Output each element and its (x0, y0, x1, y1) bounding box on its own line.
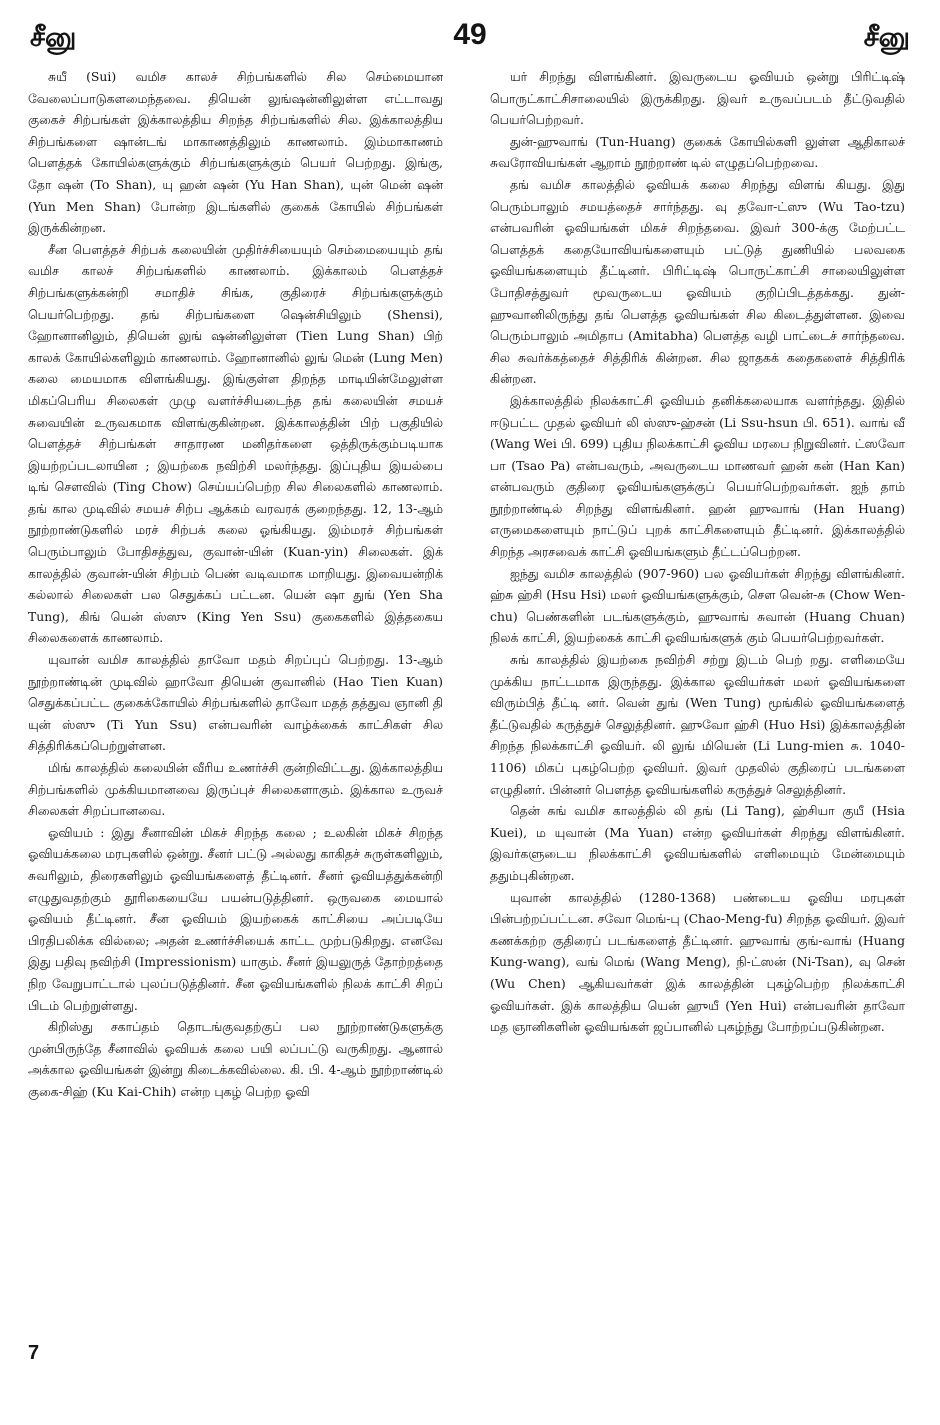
paragraph: யுவான் காலத்தில் (1280-1368) பண்டைய ஓவிய மரபுகள் பின்பற்றப்பட்டன. சவோ மெங்-பு (Chao-Meng-fu) சிறந்த ஓவியர். இவர் கணக்கற்ற குதிரைப் படங்களைத் தீட்டினர். ஹுவாங் குங்-வாங் (Huang Kung-wang), வங் மெங் (Wang Meng), நி-ட்ஸன் (Ni-Tsan), வு சென் (Wu Chen) ஆகியவர்கள் இக் காலத்தின் புகழ்பெற்ற நிலக்காட்சி ஓவியர்கள். இக் காலத்திய யென் ஹுயீ (Yen Hui) என்பவரின் தாவோ மத ஞானிகளின் ஓவியங்கள் ஜப்பானில் புகழ்ந்து போற்றப்படுகின்றன. (490, 889, 905, 1035)
page-number: 49 (453, 18, 487, 51)
left-column (28, 66, 443, 1326)
paragraph: யுவான் வமிச காலத்தில் தாவோ மதம் சிறப்புப் பெற்றது. 13-ஆம் நூற்றாண்டின் முடிவில் ஹாவோ தியென் குவானில் (Hao Tien Kuan) செதுக்கப்பட்ட குகைக்கோயில் சிற்பங்களில் தாவோ மதத் தத்துவ ஞானி தி யுன் ஸ்ஸு (Ti Yun Ssu) என்பவரின் வாழ்க்கைக் காட்சிகள் சில சித்திரிக்கப்பெற்றுள்ளன. (28, 652, 443, 754)
right-column (490, 66, 905, 1326)
paragraph: மிங் காலத்தில் கலையின் வீரிய உணர்ச்சி குன்றிவிட்டது. இக்காலத்திய சிற்பங்களில் முக்கியமானவை இருப்புச் சிலைகளாகும். இக்கால உருவச் சிலைகள் சிறப்பானவை. (28, 760, 443, 819)
paragraph: கிறிஸ்து சகாப்தம் தொடங்குவதற்குப் பல நூற்றாண்டுகளுக்கு முன்பிருந்தே சீனாவில் ஓவியக் கலை பயி லப்பட்டு வருகிறது. ஆனால் அக்கால ஓவியங்கள் இன்று கிடைக்கவில்லை. கி. பி. 4-ஆம் நூற்றாண்டில் குகை-சிஹ் (Ku Kai-Chih) என்ற புகழ் பெற்ற ஓவி (28, 1019, 443, 1099)
signature-mark: 7 (28, 1342, 40, 1364)
paragraph: சுயீ (Sui) வமிச காலச் சிற்பங்களில் சில செம்மையான வேலைப்பாடுகளமைந்தவை. தியென் லுங்ஷன்னிலுள்ள எட்டாவது குகைச் சிற்பங்கள் இக்காலத்திய சிறந்த சிற்பங்களில் சில. இக்காலத்திய சிற்பங்களை ஷான்டங் மாகாணத்திலும் காணலாம். இம்மாகாணம் பௌத்தக் கோயில்களுக்கும் சிற்பங்களுக்கும் பெயர் பெற்றது. இங்கு, தோ ஷன் (To Shan), யு ஹன் ஷன் (Yu Han Shan), யுன் மென் ஷன் (Yun Men Shan) போன்ற இடங்களில் குகைக் கோயில் சிற்பங்கள் இருக்கின்றன. (28, 69, 443, 236)
paragraph: இக்காலத்தில் நிலக்காட்சி ஓவியம் தனிக்கலையாக வளர்ந்தது. இதில் ஈடுபட்ட முதல் ஓவியர் லி ஸ்ஸு-ஹ்சன் (Li Ssu-hsun பி. 651). வாங் வீ (Wang Wei பி. 699) புதிய நிலக்காட்சி ஓவிய மரபை நிறுவினர். ட்ஸவோ பா (Tsao Pa) என்பவரும், அவருடைய மாணவர் ஹன் கன் (Han Kan) என்பவரும் குதிரை ஓவியங்களுக்குப் பெயர்பெற்றவர்கள். ஐந் தாம் நூற்றாண்டில் சிறந்து விளங்கினர். ஹன் ஹுவாங் (Han Huang) எருமைகளையும் நாட்டுப் புறக் காட்சிகளையும் தீட்டினர். இக்காலத்தில் சிறந்த அரசவைக் காட்சி ஓவியங்களும் தீட்டப்பெற்றன. (490, 392, 905, 560)
paragraph: சீன பௌத்தச் சிற்பக் கலையின் முதிர்ச்சியையும் செம்மையையும் தங் வமிச காலச் சிற்பங்களில் காணலாம். இக்காலம் பௌத்தச் சிற்பங்களுக்கன்றி சமாதிச் சிங்க, குதிரைச் சிற்பங்களுக்கும் பெயர்பெற்றது. தங் சிற்பங்களை ஷென்சியிலும் (Shensi), ஹோனானிலும், தியென் லுங் ஷன்னிலுள்ள (Tien Lung Shan) பிற் காலக் கோயில்களிலும் காணலாம். ஹோனானில் லுங் மென் (Lung Men) கலை மையமாக விளங்கியது. இங்குள்ள திறந்த மாடியின்மேலுள்ள மிகப்பெரிய சிலைகள் முழு வளர்ச்சியடைந்த தங் கலையின் சமயச் சுவையின் உருவகமாக விளங்குகின்றன. இக்காலத்தின் பிற் பகுதியில் பௌத்தச் சிற்பங்கள் சாதாரண மனிதர்களை ஒத்திருக்கும்படியாக இயற்றப்படலாயின ; இயற்கை நவிற்சி மலர்ந்தது. இப்புதிய இயல்பை டிங் சௌவில் (Ting Chow) செய்யப்பெற்ற சில சிலைகளில் காணலாம். தங் கால முடிவில் சமயச் சிற்ப ஆக்கம் வரவரக் குறைந்தது. 12, 13-ஆம் நூற்றாண்டுகளில் மரச் சிற்பக் கலை ஓங்கியது. இம்மரச் சிற்பங்கள் பெரும்பாலும் போதிசத்துவ, குவான்-யின் (Kuan-yin) சிலைகள். இக் காலத்தில் குவான்-யின் சிற்பம் பெண் வடிவமாக மாறியது. இவையன்றிக் கல்லால் சிலைகள் பல செதுக்கப் பட்டன. யென் ஷா துங் (Yen Sha Tung), கிங் யென் ஸ்ஸு (King Yen Ssu) குகைகளில் இத்தகைய சிலைகளைக் காணலாம். (28, 241, 443, 646)
paragraph: துன்-ஹுவாங் (Tun-Huang) குகைக் கோயில்களி லுள்ள ஆதிகாலச் சுவரோவியங்கள் ஆறாம் நூற்றாண் டில் எழுதப்பெற்றவை. (490, 133, 905, 171)
paragraph: ஐந்து வமிச காலத்தில் (907-960) பல ஓவியர்கள் சிறந்து விளங்கினர். ஹ்சு ஹ்சி (Hsu Hsi) மலர் ஓவியங்களுக்கும், சௌ வென்-சு (Chow Wen-chu) பெண்களின் படங்களுக்கும், ஹுவாங் சுவான் (Huang Chuan) நிலக் காட்சி, இயற்கைக் காட்சி ஓவியங்களுக் கும் பெயர்பெற்றவர்கள். (490, 565, 905, 646)
running-head-left: சீனு (30, 22, 77, 53)
paragraph: யர் சிறந்து விளங்கினர். இவருடைய ஓவியம் ஒன்று பிரிட்டிஷ் பொருட்காட்சிசாலையில் இருக்கிறது. இவர் உருவப்படம் தீட்டுவதில் பெயர்பெற்றவர். (490, 69, 905, 128)
paragraph: தங் வமிச காலத்தில் ஓவியக் கலை சிறந்து விளங் கியது. இது பெரும்பாலும் சமயத்தைச் சார்ந்தது. வு தவோ-ட்ஸு (Wu Tao-tzu) என்பவரின் ஓவியங்கள் மிகச் சிறந்தவை. இவர் 300-க்கு மேற்பட்ட பௌத்தக் கதையோவியங்களையும் பட்டுத் துணியில் பலவகை ஓவியங்களையும் தீட்டினர். பிரிட்டிஷ் பொருட்காட்சி சாலையிலுள்ள போதிசத்துவர் மூவருடைய ஓவியம் குறிப்பிடத்தக்கது. துன்-ஹுவானிலிருந்து தங் பௌத்த ஓவியங்கள் சில கிடைத்துள்ளன. இவை பெரும்பாலும் அமிதாப (Amitabha) பௌத்த வழி பாட்டைச் சார்ந்தவை. சில சுவர்க்கத்தைச் சித்திரிக் கின்றன. சில ஜாதகக் கதைகளைச் சித்திரிக் கின்றன. (490, 176, 905, 387)
paragraph: சுங் காலத்தில் இயற்கை நவிற்சி சற்று இடம் பெற் றது. எளிமையே முக்கிய நாட்டமாக இருந்தது. இக்கால ஓவியர்கள் மலர் ஓவியங்களை விரும்பித் தீட்டி னர். வென் துங் (Wen Tung) மூங்கில் ஓவியங்களைத் தீட்டுவதில் கருத்துச் செலுத்தினர். ஹுவோ ஹ்சி (Huo Hsi) இக்காலத்தின் சிறந்த நிலக்காட்சி ஓவியர். லி லுங் மியென் (Li Lung-mien சு. 1040-1106) மிகப் புகழ்பெற்ற ஓவியர். இவர் முதலில் குதிரைப் படங்களை எழுதினர். பின்னர் பௌத்த ஓவியங்களில் கருத்துச் செலுத்தினர். (490, 652, 905, 797)
running-head-right: சீனு (863, 22, 910, 53)
paragraph: தென் சுங் வமிச காலத்தில் லி தங் (Li Tang), ஹ்சியா குயீ (Hsia Kuei), ம யுவான் (Ma Yuan) என்ற ஓவியர்கள் சிறந்து விளங்கினர். இவர்களுடைய நிலக்காட்சி ஓவியங்களில் எளிமையும் மேன்மையும் ததும்புகின்றன. (490, 803, 905, 883)
paragraph: ஓவியம் : இது சீனாவின் மிகச் சிறந்த கலை ; உலகின் மிகச் சிறந்த ஓவியக்கலை மரபுகளில் ஒன்று. சீனர் பட்டு அல்லது காகிதச் சுருள்களிலும், சுவரிலும், திரைகளிலும் ஓவியங்களைத் தீட்டினர். சீனர் ஓவியத்துக்கன்றி எழுதுவதற்கும் தூரிகையையே பயன்படுத்தினர். ஒருவகை மையால் ஓவியம் தீட்டினர். சீன ஓவியம் இயற்கைக் காட்சியை அப்படியே பிரதிபலிக்க வில்லை; அதன் உணர்ச்சியைக் காட்ட முற்படுகிறது. எனவே இது பதிவு நவிற்சி (Impressionism) யாகும். சீனர் இயலுருத் தோற்றத்தை நிற வேறுபாட்டால் புலப்படுத்தினர். சீன ஓவியங்களில் நிலக் காட்சி சிறப் பிடம் பெற்றுள்ளது. (28, 824, 443, 1013)
page-header (30, 18, 910, 62)
